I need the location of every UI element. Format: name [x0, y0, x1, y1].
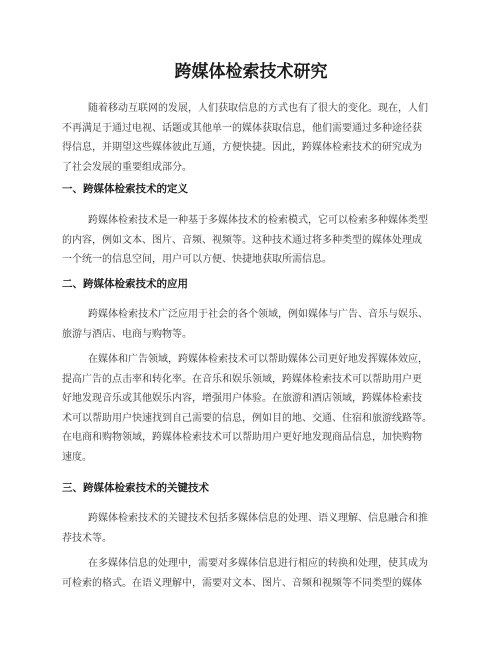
paragraph-line: 跨媒体检索技术广泛应用于社会的各个领域，例如媒体与广告、音乐与娱乐、 [88, 309, 428, 320]
paragraph-line: 在媒体和广告领域，跨媒体检索技术可以帮助媒体公司更好地发挥媒体效应， [88, 354, 428, 365]
paragraph-line: 了社会发展的重要组成部分。 [62, 161, 192, 173]
paragraph-line: 荐技术等。 [62, 532, 112, 544]
application-paragraph-2 [62, 350, 442, 467]
key-tech-paragraph-1 [62, 509, 442, 548]
section-heading-application: 二、跨媒体检索技术的应用 [62, 278, 188, 290]
paragraph-line: 随着移动互联网的发展，人们获取信息的方式也有了很大的变化。现在，人们 [88, 103, 428, 114]
paragraph-line: 跨媒体检索技术的关键技术包括多媒体信息的处理、语义理解、信息融合和推 [88, 513, 428, 524]
paragraph-line: 得信息，并期望这些媒体彼此互通，方便快捷。因此，跨媒体检索技术的研究成为 [62, 142, 422, 153]
paragraph-line: 速度。 [62, 451, 92, 463]
paragraph-line: 一个统一的信息空间，用户可以方便、快捷地获取所需信息。 [62, 254, 332, 265]
paragraph-line: 旅游与酒店、电商与购物等。 [62, 328, 192, 340]
paragraph-line: 术可以帮助用户快速找到自己需要的信息，例如目的地、交通、住宿和旅游线路等。 [62, 412, 432, 424]
paragraph-line: 在电商和购物领域，跨媒体检索技术可以帮助用户更好地发现商品信息，加快购物 [62, 432, 422, 443]
page-title: 跨媒体检索技术研究 [174, 62, 328, 82]
paragraph-line: 提高广告的点击率和转化率。在音乐和娱乐领域，跨媒体检索技术可以帮助用户更 [62, 373, 422, 385]
key-tech-paragraph-2 [62, 554, 442, 593]
paragraph-line: 的内容，例如文本、图片、音频、视频等。这种技术通过将多种类型的媒体处理成 [62, 234, 422, 246]
paragraph-line: 好地发现音乐或其他娱乐内容，增强用户体验。在旅游和酒店领域，跨媒体检索技 [62, 393, 422, 404]
paragraph-line: 不再满足于通过电视、话题或其他单一的媒体获取信息，他们需要通过多种途径获 [62, 122, 422, 134]
application-paragraph-1 [62, 305, 442, 344]
paragraph-line: 跨媒体检索技术是一种基于多媒体技术的检索模式，它可以检索多种媒体类型 [88, 215, 428, 226]
intro-paragraph [62, 99, 442, 177]
paragraph-line: 可检索的格式。在语义理解中，需要对文本、图片、音频和视频等不同类型的媒体 [62, 577, 422, 589]
paragraph-line: 在多媒体信息的处理中，需要对多媒体信息进行相应的转换和处理，使其成为 [88, 558, 428, 569]
definition-paragraph [62, 211, 442, 270]
section-heading-definition: 一、跨媒体检索技术的定义 [62, 183, 188, 195]
section-heading-key-technologies: 三、跨媒体检索技术的关键技术 [62, 482, 209, 494]
